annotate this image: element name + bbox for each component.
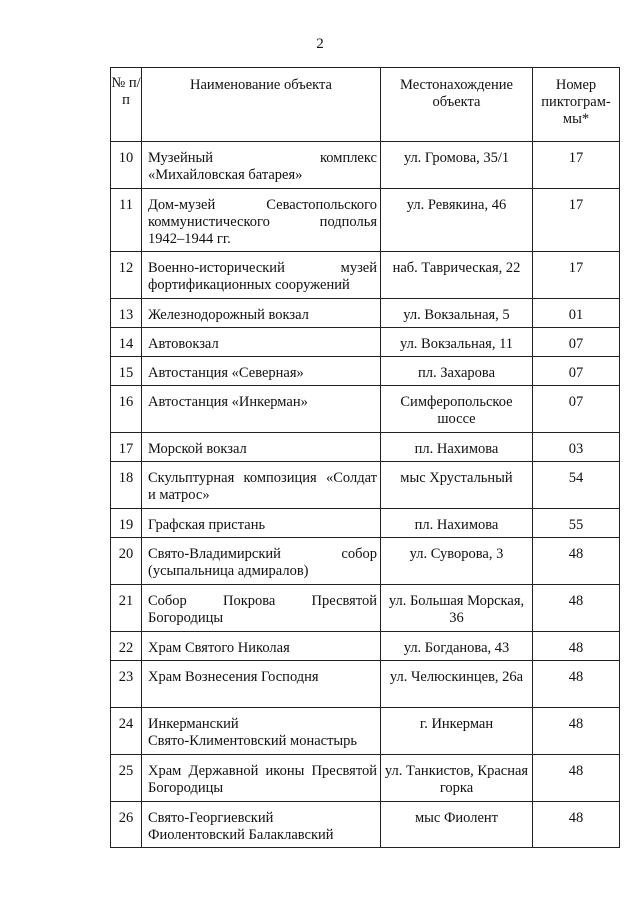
row-pictogram: 01 (533, 299, 620, 328)
row-pictogram: 17 (533, 189, 620, 252)
row-name-line: Автовокзал (148, 336, 219, 352)
row-location: ул. Вокзальная, 11 (381, 328, 533, 357)
row-name (142, 328, 381, 357)
table-header-row (111, 68, 620, 142)
row-name-line: Автостанция «Инкерман» (148, 394, 308, 410)
row-num: 13 (111, 299, 142, 328)
row-name (142, 661, 381, 708)
row-pictogram: 48 (533, 802, 620, 848)
row-location: мыс Фиолент (381, 802, 533, 848)
row-pictogram: 03 (533, 433, 620, 462)
row-name (142, 632, 381, 661)
row-name (142, 386, 381, 433)
row-num: 24 (111, 708, 142, 755)
row-name-line: и матрос» (148, 487, 210, 503)
row-pictogram: 48 (533, 661, 620, 708)
row-pictogram: 55 (533, 509, 620, 538)
row-pictogram: 07 (533, 386, 620, 433)
row-num: 19 (111, 509, 142, 538)
row-num: 16 (111, 386, 142, 433)
row-num: 23 (111, 661, 142, 708)
row-name-line: Свято-Климентовский монастырь (148, 733, 358, 749)
table-row (111, 433, 620, 462)
header-pictogram: Номер пиктограм-мы* (533, 68, 620, 142)
table-row (111, 632, 620, 661)
row-pictogram: 17 (533, 142, 620, 189)
row-pictogram: 54 (533, 462, 620, 509)
row-pictogram: 07 (533, 328, 620, 357)
row-location: ул. Танкистов, Красная горка (381, 755, 533, 802)
row-location: пл. Захарова (381, 357, 533, 386)
row-pictogram: 48 (533, 632, 620, 661)
row-location: наб. Таврическая, 22 (381, 252, 533, 299)
table-row (111, 252, 620, 299)
row-location: ул. Ревякина, 46 (381, 189, 533, 252)
row-num: 12 (111, 252, 142, 299)
table-body (111, 142, 620, 848)
row-name-line: коммунистического подполья (148, 214, 377, 230)
row-location: ул. Челюскинцев, 26а (381, 661, 533, 708)
row-name-line: «Михайловская батарея» (148, 167, 303, 183)
row-location: ул. Вокзальная, 5 (381, 299, 533, 328)
table-row (111, 142, 620, 189)
row-name (142, 538, 381, 585)
table-row (111, 585, 620, 632)
row-num: 15 (111, 357, 142, 386)
row-name-line: Железнодорожный вокзал (148, 307, 309, 323)
row-num: 17 (111, 433, 142, 462)
row-name-line: Скульптурная композиция «Солдат (148, 470, 377, 486)
table-row (111, 189, 620, 252)
row-pictogram: 48 (533, 708, 620, 755)
row-location: пл. Нахимова (381, 509, 533, 538)
row-name-line: Инкерманский (148, 716, 239, 732)
table-row (111, 386, 620, 433)
table-row (111, 357, 620, 386)
row-name-line: Храм Державной иконы Пресвятой (148, 763, 377, 779)
row-name (142, 585, 381, 632)
row-pictogram: 48 (533, 538, 620, 585)
row-name (142, 357, 381, 386)
row-name (142, 299, 381, 328)
table-row (111, 509, 620, 538)
row-name-line: Свято-Владимирский собор (148, 546, 377, 562)
row-location: мыс Хрустальный (381, 462, 533, 509)
row-name-line: Автостанция «Северная» (148, 365, 304, 381)
row-location: г. Инкерман (381, 708, 533, 755)
row-name-line: Богородицы (148, 780, 224, 796)
header-num: № п/п (111, 68, 142, 142)
row-location: ул. Большая Морская, 36 (381, 585, 533, 632)
row-name-line: Богородицы (148, 610, 224, 626)
row-name-line: фортификационных сооружений (148, 277, 350, 293)
row-name (142, 802, 381, 848)
table-row (111, 299, 620, 328)
row-num: 22 (111, 632, 142, 661)
table-row (111, 708, 620, 755)
row-num: 21 (111, 585, 142, 632)
row-name (142, 142, 381, 189)
table-row (111, 755, 620, 802)
row-name-line: Военно-исторический музей (148, 260, 377, 276)
row-num: 18 (111, 462, 142, 509)
row-num: 26 (111, 802, 142, 848)
row-name-line: Дом-музей Севастопольского (148, 197, 377, 213)
row-name (142, 252, 381, 299)
row-num: 10 (111, 142, 142, 189)
row-name-line: Графская пристань (148, 517, 266, 533)
row-name-line: Храм Вознесения Господня (148, 669, 319, 685)
row-name-line: Храм Святого Николая (148, 640, 290, 656)
row-num: 20 (111, 538, 142, 585)
row-name-line: Собор Покрова Пресвятой (148, 593, 377, 609)
table-row (111, 538, 620, 585)
row-num: 25 (111, 755, 142, 802)
row-location: ул. Громова, 35/1 (381, 142, 533, 189)
row-name-line: Морской вокзал (148, 441, 247, 457)
table-row (111, 328, 620, 357)
table-row (111, 462, 620, 509)
table-row (111, 802, 620, 848)
row-location: ул. Богданова, 43 (381, 632, 533, 661)
row-name (142, 462, 381, 509)
row-name (142, 509, 381, 538)
row-name-line: (усыпальница адмиралов) (148, 563, 309, 579)
row-name-line: Свято-Георгиевский (148, 810, 274, 826)
objects-table (110, 67, 620, 848)
row-name (142, 189, 381, 252)
row-location: пл. Нахимова (381, 433, 533, 462)
row-pictogram: 48 (533, 585, 620, 632)
header-name: Наименование объекта (142, 68, 381, 142)
row-num: 14 (111, 328, 142, 357)
table-row (111, 661, 620, 708)
page-number: 2 (316, 36, 324, 52)
row-name (142, 433, 381, 462)
row-name-line: Музейный комплекс (148, 150, 377, 166)
row-pictogram: 48 (533, 755, 620, 802)
header-location: Местонахождение объекта (381, 68, 533, 142)
row-num: 11 (111, 189, 142, 252)
row-name-line: Фиолентовский Балаклавский (148, 827, 334, 843)
row-pictogram: 17 (533, 252, 620, 299)
row-location: ул. Суворова, 3 (381, 538, 533, 585)
row-name (142, 708, 381, 755)
row-pictogram: 07 (533, 357, 620, 386)
row-location: Симферопольское шоссе (381, 386, 533, 433)
row-name-line: 1942–1944 гг. (148, 231, 231, 247)
row-name (142, 755, 381, 802)
